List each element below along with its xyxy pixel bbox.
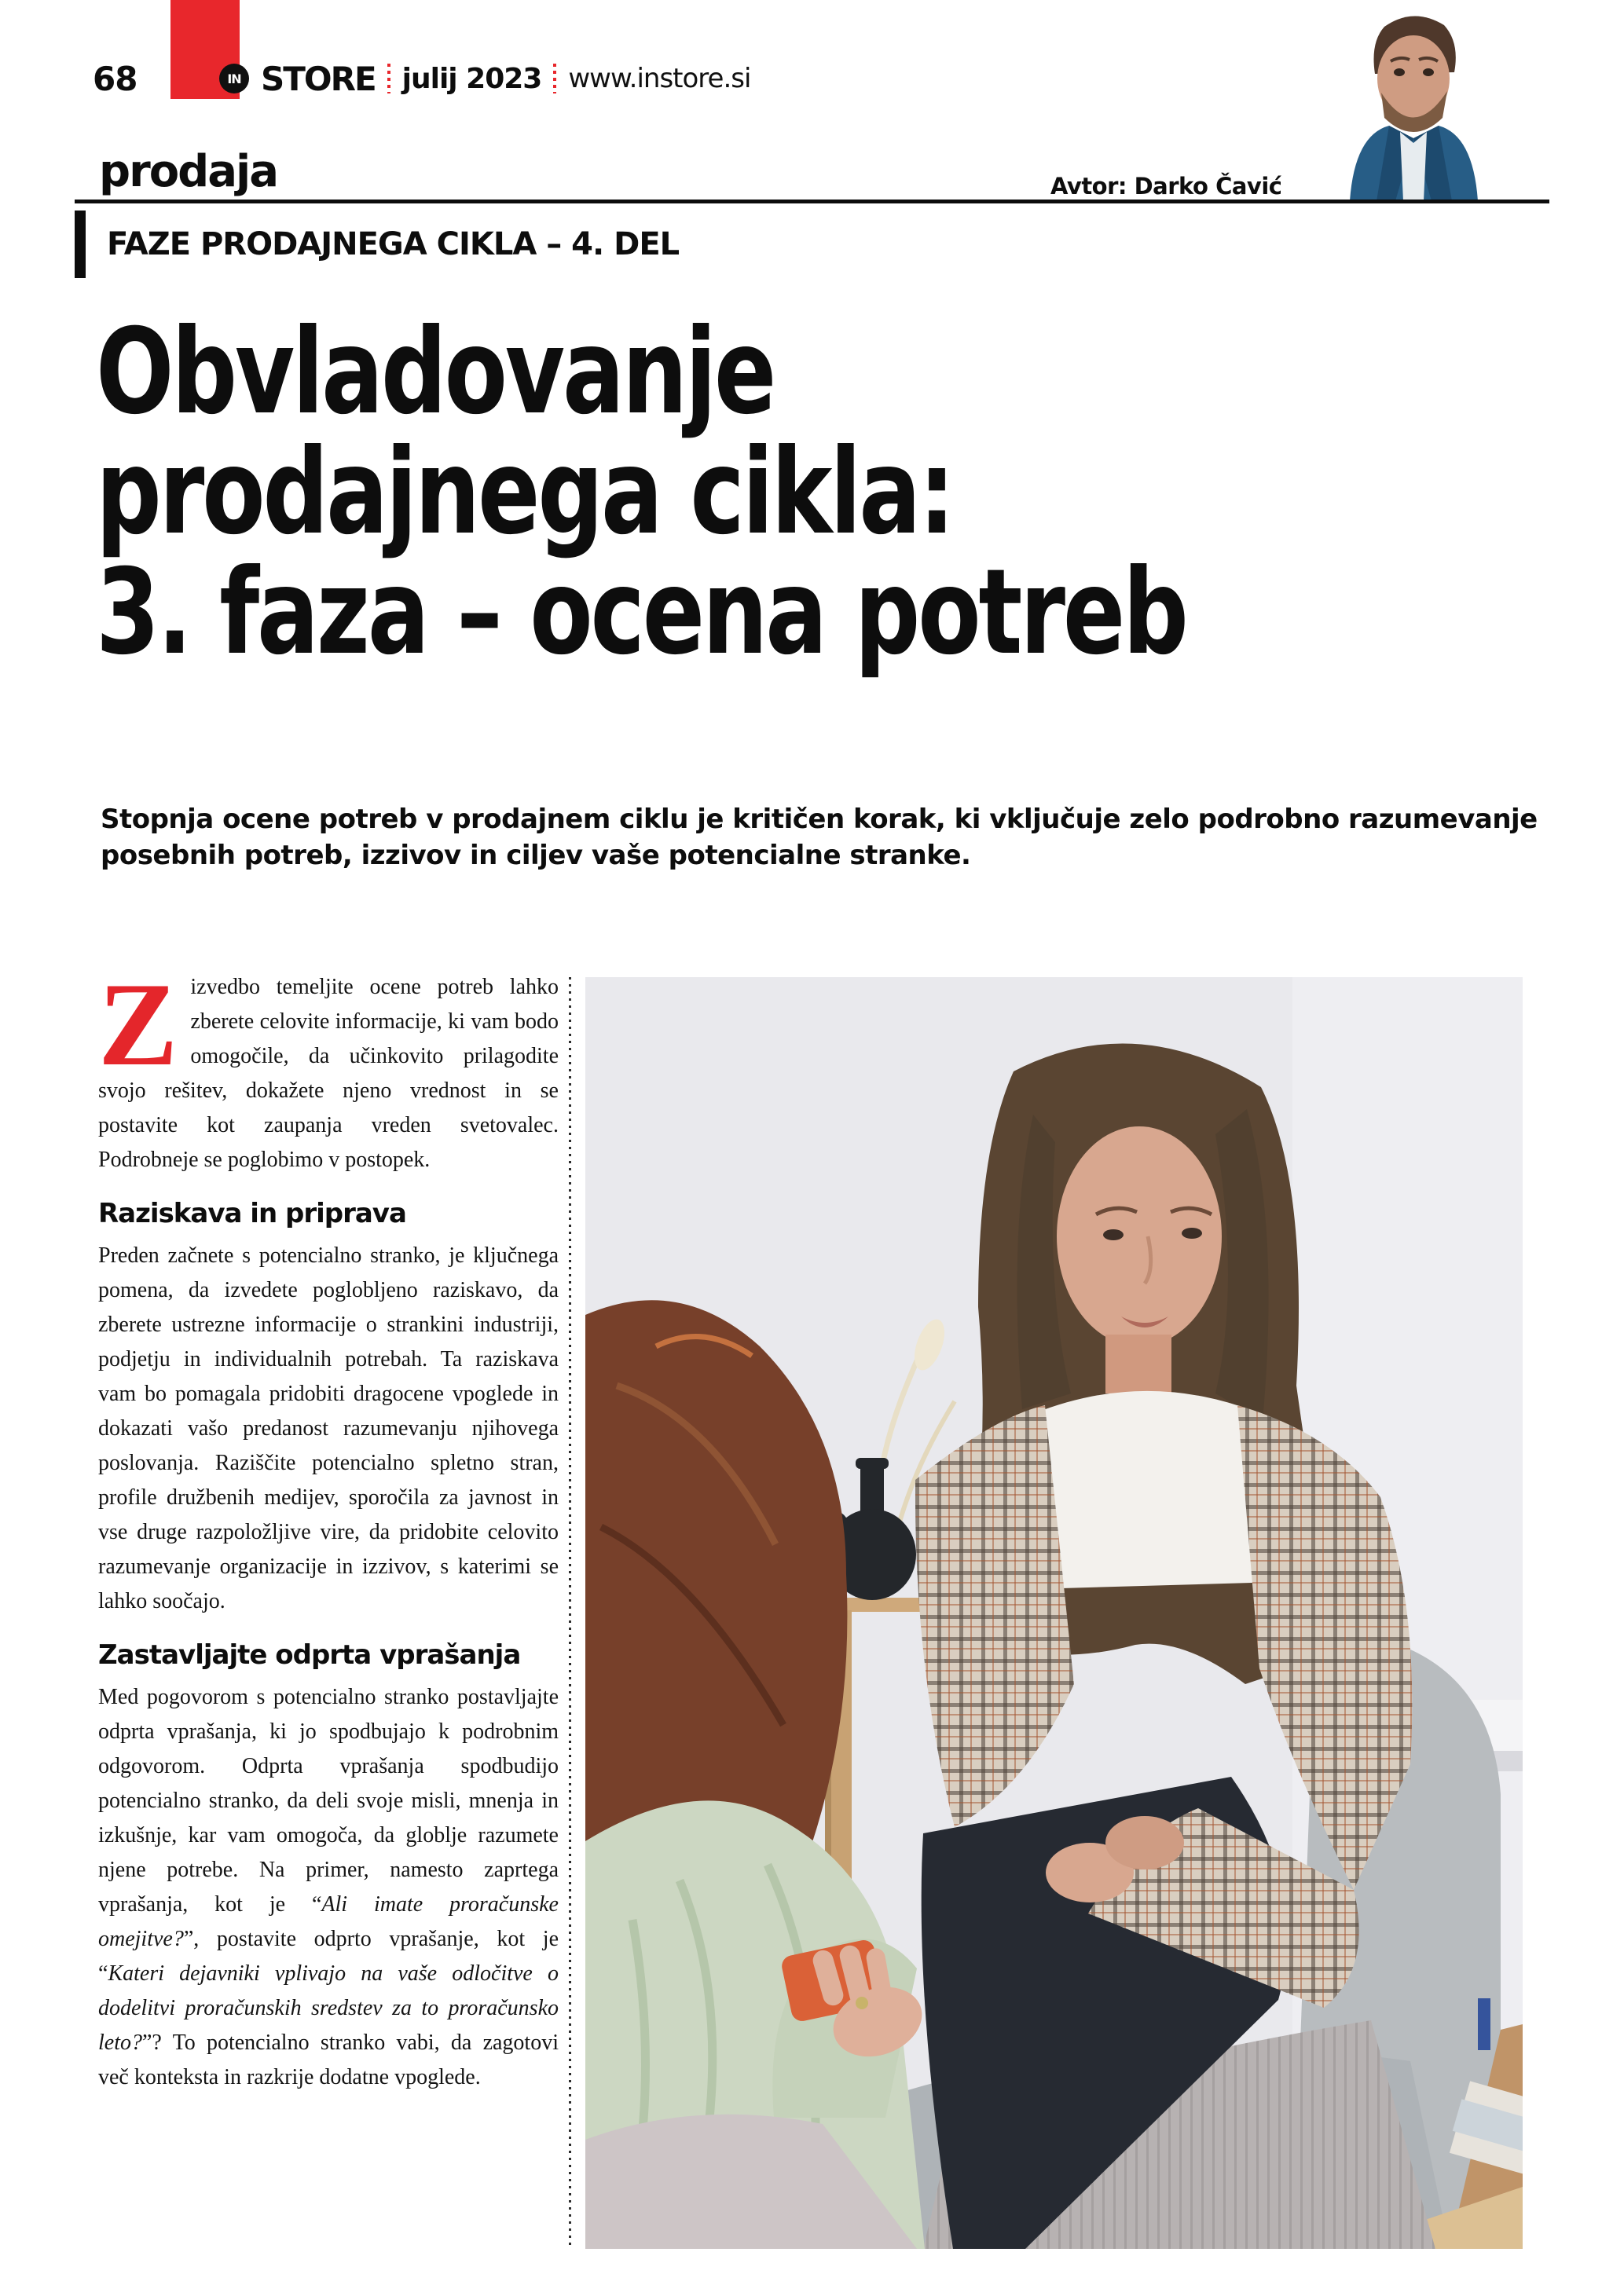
kicker: FAZE PRODAJNEGA CIKLA – 4. DEL	[107, 226, 680, 262]
title-line: 3. faza – ocena potreb	[96, 544, 1186, 681]
paragraph: Preden začnete s potencialno stranko, je ključnega pomena, da izvedete poglobljeno raziskavo, da zberete ustrezne informacije o strankini industriji, podjetju in individualnih potrebah. Ta raziskava vam bo pomagala pridobiti dragocene vpoglede in dokazati vašo predanost razumevanju njihovega poslovanja. Raziščite potencialno spletno stran, profile družbenih medijev, sporočila za javnost in vse druge razpoložljive vire, da pridobite celovito razumevanje organizacije in izzivov, s katerimi se lahko soočajo.	[98, 1243, 559, 1613]
subheading: Zastavljajte odprta vprašanja	[98, 1639, 521, 1671]
red-dotted-divider-icon	[553, 64, 556, 93]
page-number: 68	[93, 60, 137, 98]
instore-logo-icon	[219, 64, 249, 93]
masthead	[219, 60, 750, 97]
column-divider-dotted	[569, 977, 571, 2249]
brand-name: STORE	[261, 59, 376, 98]
paragraph	[98, 958, 559, 1177]
section-title: prodaja	[99, 146, 278, 197]
article-body	[98, 958, 559, 2095]
horizontal-rule	[75, 200, 1549, 203]
paragraph: Med pogovorom s potencialno stranko postavljajte odprta vprašanja, ki jo spodbujajo k podrobnim odgovorom. Odprta vprašanja spodbudijo potencialno stranko, da deli svoje misli, mnenja in izkušnje, kar vam omogoča, da globlje razumete njene potrebe. Na primer, namesto zaprtega vprašanja, kot je “Ali imate proračunske omejitve?”, postavite odprto vprašanje, kot je “Kateri dejavniki vplivajo na vaše odločitve o dodelitvi proračunskih sredstev za to proračunsko leto?”? To potencialno stranko vabi, da zagotovi več konteksta in razkrije dodatne vpoglede.	[98, 1685, 559, 2089]
drop-cap: Z	[98, 958, 178, 1090]
author-credit: Avtor: Darko Čavić	[1050, 173, 1282, 200]
title-line: Obvladovanje	[96, 304, 775, 441]
kicker-bar	[75, 211, 86, 278]
title-line: prodajnega cikla:	[96, 424, 953, 561]
article-title	[96, 304, 1505, 681]
author-photo	[1309, 0, 1518, 201]
red-dotted-divider-icon	[387, 64, 390, 93]
lede: Stopnja ocene potreb v prodajnem ciklu je kritičen korak, ki vključuje zelo podrobno razumevanje posebnih potreb, izzivov in ciljev vaše potencialne stranke.	[101, 804, 1538, 871]
website-url: www.instore.si	[568, 63, 751, 94]
subheading: Raziskava in priprava	[98, 1198, 406, 1229]
paragraph-text: izvedbo temeljite ocene potreb lahko zberete celovite informacije, ki vam bodo omogočile, da učinkovito prilagodite svojo rešitev, dokažete njeno vrednost in se postavite kot zaupanja vreden svetovalec. Podrobneje se poglobimo v postopek.	[98, 975, 559, 1172]
instore-logo-text: IN	[227, 71, 241, 86]
article-photo	[585, 977, 1523, 2249]
issue-date: julij 2023	[401, 62, 542, 95]
